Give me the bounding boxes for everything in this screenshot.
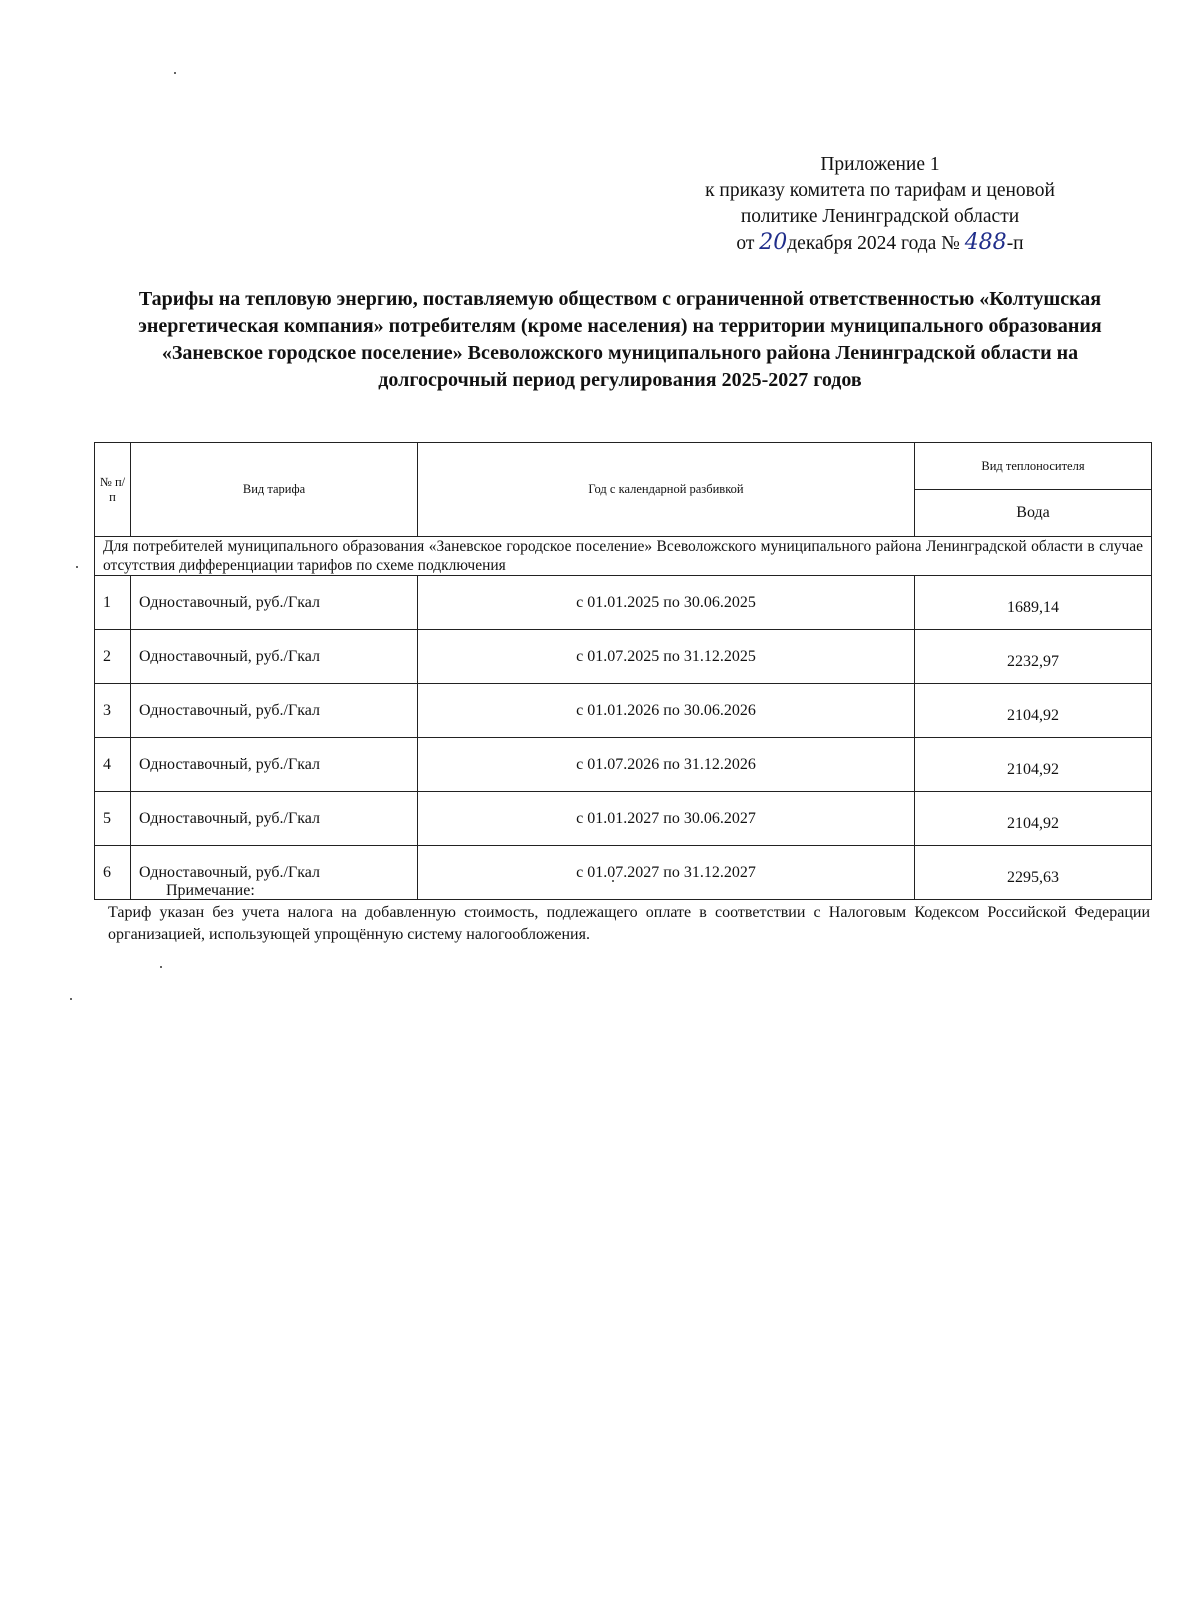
row-num: 5	[95, 792, 131, 846]
row-tariff-type: Одноставочный, руб./Гкал	[131, 684, 418, 738]
table-row	[95, 792, 1152, 846]
row-period: с 01.07.2026 по 31.12.2026	[418, 738, 915, 792]
row-tariff-type: Одноставочный, руб./Гкал	[131, 576, 418, 630]
table-group-row	[95, 537, 1152, 576]
header-tariff-type: Вид тарифа	[131, 443, 418, 537]
table-row	[95, 684, 1152, 738]
handwritten-order-number: 488	[964, 230, 1007, 255]
header-coolant-type: Вид теплоносителя	[915, 443, 1152, 490]
order-number-suffix: -п	[1006, 233, 1024, 254]
row-period: с 01.07.2025 по 31.12.2025	[418, 630, 915, 684]
note-text: Тариф указан без учета налога на добавленную стоимость, подлежащего оплате в соответствии с Налоговым Кодексом Российской Федерации организацией, использующей упрощённую систему налогообложения.	[108, 904, 1150, 943]
table-row	[95, 738, 1152, 792]
header-coolant-water: Вода	[915, 490, 1152, 537]
row-tariff-type: Одноставочный, руб./Гкал	[131, 630, 418, 684]
table-body	[95, 576, 1152, 900]
row-num: 1	[95, 576, 131, 630]
handwritten-day: 20	[759, 230, 788, 255]
document-title: Тарифы на тепловую энергию, поставляемую обществом с ограниченной ответственностью «Колтушская энергетическая компания» потребителям (кроме населения) на территории муниципального образования «Заневское городское поселение» Всеволожского муниципального района Ленинградской области на долгосрочный период регулирования 2025-2027 годов	[138, 288, 1102, 391]
row-tariff-type: Одноставочный, руб./Гкал	[131, 846, 418, 900]
row-value: 1689,14	[915, 576, 1152, 630]
row-value: 2104,92	[915, 738, 1152, 792]
table-row	[95, 630, 1152, 684]
scan-speck	[174, 72, 176, 74]
row-period: с 01.07.2027 по 31.12.2027	[418, 846, 915, 900]
annex-date-line	[640, 230, 1120, 257]
annex-title: Приложение 1	[820, 154, 940, 175]
header-period: Год с календарной разбивкой	[418, 443, 915, 537]
row-value: 2232,97	[915, 630, 1152, 684]
table-row	[95, 576, 1152, 630]
scan-speck	[70, 998, 72, 1000]
row-period: с 01.01.2027 по 30.06.2027	[418, 792, 915, 846]
row-period: с 01.01.2025 по 30.06.2025	[418, 576, 915, 630]
note-label: Примечание:	[166, 882, 255, 899]
row-value: 2295,63	[915, 846, 1152, 900]
row-tariff-type: Одноставочный, руб./Гкал	[131, 792, 418, 846]
row-period: с 01.01.2026 по 30.06.2026	[418, 684, 915, 738]
row-num: 2	[95, 630, 131, 684]
note-section	[108, 880, 1150, 946]
row-num: 6	[95, 846, 131, 900]
row-value: 2104,92	[915, 684, 1152, 738]
annex-order-line: к приказу комитета по тарифам и ценовой	[705, 180, 1055, 201]
annex-committee-line: политике Ленинградской области	[740, 206, 1020, 227]
row-num: 3	[95, 684, 131, 738]
group-label: Для потребителей муниципального образования «Заневское городское поселение» Всеволожского муниципального района Ленинградской области в случае отсутствия дифференциации тарифов по схеме подключения	[95, 537, 1152, 576]
row-value: 2104,92	[915, 792, 1152, 846]
scan-speck	[160, 966, 162, 968]
row-tariff-type: Одноставочный, руб./Гкал	[131, 738, 418, 792]
date-middle: декабря 2024 года №	[787, 233, 960, 254]
table-header-row	[95, 443, 1152, 490]
annex-header	[640, 152, 1120, 257]
header-num: № п/п	[95, 443, 131, 537]
tariff-table	[94, 442, 1152, 900]
scan-speck	[76, 566, 78, 568]
scan-speck	[612, 880, 614, 882]
row-num: 4	[95, 738, 131, 792]
date-prefix: от	[736, 233, 755, 254]
